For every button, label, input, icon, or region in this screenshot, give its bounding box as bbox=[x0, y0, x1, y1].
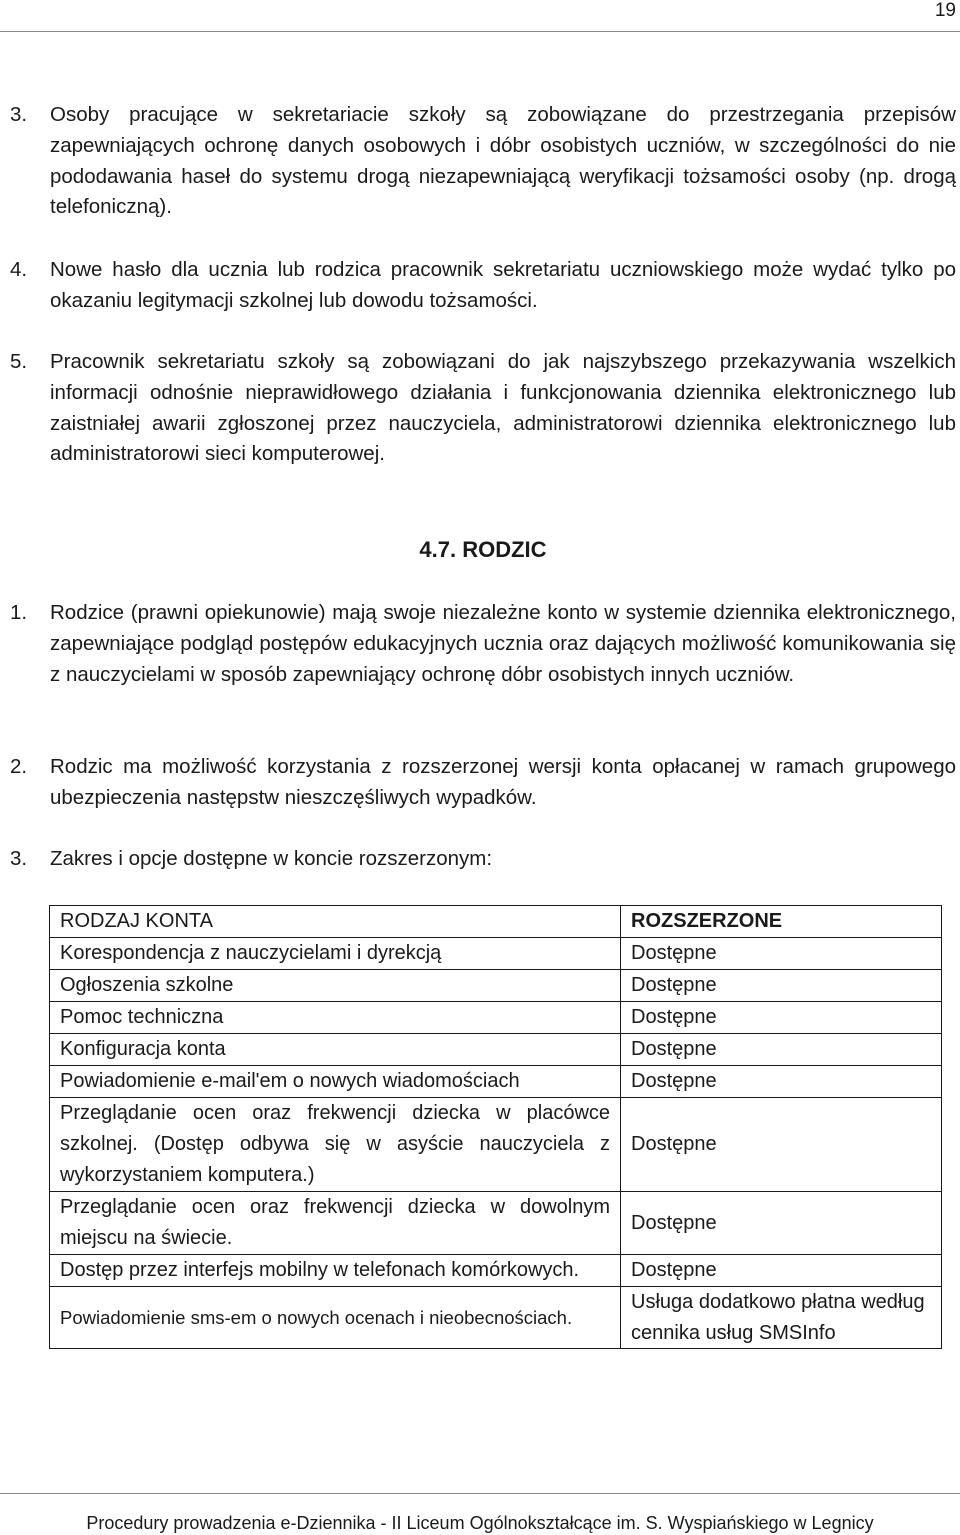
paragraph-5 bbox=[10, 347, 956, 470]
availability-cell: Usługa dodatkowo płatna według cennika usług SMSInfo bbox=[621, 1287, 942, 1349]
paragraph-number: 1. bbox=[10, 601, 28, 624]
availability-cell: Dostępne bbox=[621, 1034, 942, 1066]
availability-cell: Dostępne bbox=[621, 1002, 942, 1034]
feature-cell: Przeglądanie ocen oraz frekwencji dziecka w dowolnym miejscu na świecie. bbox=[50, 1192, 621, 1255]
table-header-row bbox=[50, 906, 942, 938]
availability-cell: Dostępne bbox=[621, 1192, 942, 1255]
rodzic-paragraph-3 bbox=[10, 844, 956, 875]
paragraph-text: Nowe hasło dla ucznia lub rodzica pracownik sekretariatu uczniowskiego może wydać tylko po okazaniu legitymacji szkolnej lub dowodu tożsamości. bbox=[50, 258, 956, 312]
table-row bbox=[50, 1034, 942, 1066]
rodzic-paragraph-1 bbox=[10, 598, 956, 690]
section-heading: 4.7. RODZIC bbox=[419, 537, 547, 562]
header-divider bbox=[0, 31, 960, 32]
paragraph-4 bbox=[10, 255, 956, 317]
paragraph-text: Osoby pracujące w sekretariacie szkoły są zobowiązane do przestrzegania przepisów zapewniających ochronę danych osobowych i dóbr osobistych uczniów, w szczególności do nie pododawania haseł do systemu drogą niezapewniającą weryfikacji tożsamości osoby (np. drogą telefoniczną). bbox=[50, 103, 956, 219]
feature-cell: Pomoc techniczna bbox=[50, 1002, 621, 1034]
paragraph-number: 3. bbox=[10, 847, 28, 870]
footer-divider bbox=[0, 1493, 960, 1494]
paragraph-number: 3. bbox=[10, 103, 28, 126]
table-row bbox=[50, 1192, 942, 1255]
table-row bbox=[50, 1066, 942, 1098]
feature-cell: Dostęp przez interfejs mobilny w telefonach komórkowych. bbox=[50, 1255, 621, 1287]
table-row bbox=[50, 1098, 942, 1192]
paragraph-text: Zakres i opcje dostępne w koncie rozszerzonym: bbox=[50, 847, 493, 870]
rodzic-paragraph-2 bbox=[10, 752, 956, 814]
feature-cell: Konfiguracja konta bbox=[50, 1034, 621, 1066]
feature-cell: Przeglądanie ocen oraz frekwencji dziecka w placówce szkolnej. (Dostęp odbywa się w asyście nauczyciela z wykorzystaniem komputera.) bbox=[50, 1098, 621, 1192]
paragraph-3 bbox=[10, 100, 956, 223]
table-header-cell: ROZSZERZONE bbox=[621, 906, 942, 938]
paragraph-number: 5. bbox=[10, 350, 28, 373]
table-row bbox=[50, 1002, 942, 1034]
availability-cell: Dostępne bbox=[621, 1098, 942, 1192]
availability-cell: Dostępne bbox=[621, 970, 942, 1002]
availability-cell: Dostępne bbox=[621, 938, 942, 970]
paragraph-text: Rodzice (prawni opiekunowie) mają swoje niezależne konto w systemie dziennika elektronicznego, zapewniające podgląd postępów edukacyjnych ucznia oraz dających możliwość komunikowania się z nauczycielami w sposób zapewniający ochronę dóbr osobistych innych uczniów. bbox=[50, 601, 956, 686]
feature-cell: Powiadomienie e-mail'em o nowych wiadomościach bbox=[50, 1066, 621, 1098]
availability-cell: Dostępne bbox=[621, 1255, 942, 1287]
paragraph-text: Pracownik sekretariatu szkoły są zobowiązani do jak najszybszego przekazywania wszelkich informacji odnośnie nieprawidłowego działania i funkcjonowania dziennika elektronicznego lub zaistniałej awarii zgłoszonej przez nauczyciela, administratorowi dziennika elektronicznego lub administratorowi sieci komputerowej. bbox=[50, 350, 956, 466]
page-number: 19 bbox=[934, 0, 956, 21]
account-features-table bbox=[49, 905, 942, 1349]
feature-cell: Powiadomienie sms-em o nowych ocenach i nieobecnościach. bbox=[50, 1287, 621, 1349]
table-row bbox=[50, 1255, 942, 1287]
paragraph-number: 4. bbox=[10, 258, 28, 281]
table-row bbox=[50, 1287, 942, 1349]
table-row bbox=[50, 938, 942, 970]
paragraph-text: Rodzic ma możliwość korzystania z rozszerzonej wersji konta opłacanej w ramach grupowego ubezpieczenia następstw nieszczęśliwych wypadków. bbox=[50, 755, 956, 809]
feature-cell: Korespondencja z nauczycielami i dyrekcją bbox=[50, 938, 621, 970]
availability-cell: Dostępne bbox=[621, 1066, 942, 1098]
feature-cell: Ogłoszenia szkolne bbox=[50, 970, 621, 1002]
table-header-cell: RODZAJ KONTA bbox=[50, 906, 621, 938]
page-footer: Procedury prowadzenia e-Dziennika - II Liceum Ogólnokształcące im. S. Wyspiańskiego w Legnicy bbox=[86, 1513, 874, 1533]
table-row bbox=[50, 970, 942, 1002]
paragraph-number: 2. bbox=[10, 755, 28, 778]
